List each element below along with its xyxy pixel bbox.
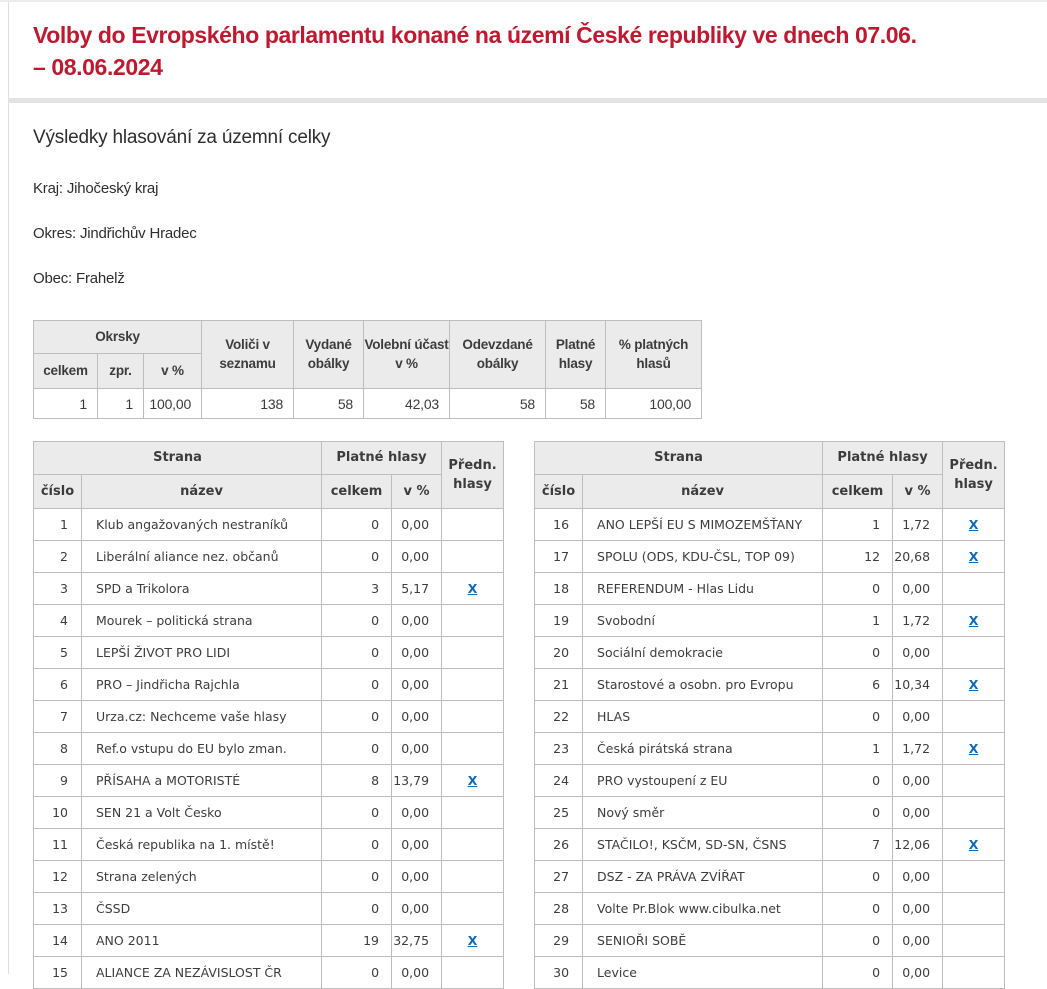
strana-header: Strana	[535, 442, 823, 475]
party-number: 24	[535, 765, 583, 797]
party-row	[535, 893, 1005, 925]
predn-hlasy-header: Předn. hlasy	[943, 442, 1005, 509]
party-name: Svobodní	[583, 605, 823, 637]
party-row	[535, 829, 1005, 861]
party-number: 8	[34, 733, 82, 765]
party-votes-total: 1	[823, 509, 893, 541]
pref-votes-link[interactable]: X	[968, 549, 979, 565]
party-number: 3	[34, 573, 82, 605]
party-votes-pct: 5,17	[392, 573, 442, 605]
party-votes-pct: 0,00	[893, 637, 943, 669]
party-tables-container	[33, 441, 1047, 989]
party-votes-pct: 0,00	[893, 957, 943, 989]
party-votes-pct: 0,00	[392, 829, 442, 861]
odevzdane-obalky-value: 58	[450, 389, 546, 419]
celkem-header: celkem	[823, 475, 893, 509]
party-row	[34, 509, 504, 541]
pref-votes-link[interactable]: X	[968, 677, 979, 693]
pref-votes-cell	[442, 605, 504, 637]
party-votes-pct: 1,72	[893, 733, 943, 765]
party-votes-total: 0	[322, 861, 392, 893]
party-number: 16	[535, 509, 583, 541]
party-name: Sociální demokracie	[583, 637, 823, 669]
pref-votes-link[interactable]: X	[968, 837, 979, 853]
party-votes-total: 0	[823, 925, 893, 957]
pref-votes-cell	[442, 861, 504, 893]
pref-votes-link[interactable]: X	[467, 933, 478, 949]
pref-votes-link[interactable]: X	[968, 613, 979, 629]
pref-votes-cell	[442, 957, 504, 989]
party-votes-total: 0	[322, 669, 392, 701]
party-votes-total: 0	[322, 541, 392, 573]
pref-votes-cell	[943, 637, 1005, 669]
party-row	[535, 541, 1005, 573]
party-number: 10	[34, 797, 82, 829]
obec-label: Obec:	[33, 270, 73, 288]
party-name: PRO – Jindřicha Rajchla	[82, 669, 322, 701]
platne-hlasy-value: 58	[546, 389, 606, 419]
volebni-ucast-header: Volební účast v %	[364, 321, 450, 389]
party-row	[535, 765, 1005, 797]
pct-platnych-header: % platných hlasů	[606, 321, 702, 389]
party-row	[535, 925, 1005, 957]
party-votes-total: 3	[322, 573, 392, 605]
party-row	[34, 541, 504, 573]
pref-votes-cell	[442, 669, 504, 701]
party-name: STAČILO!, KSČM, SD-SN, ČSNS	[583, 829, 823, 861]
party-votes-total: 12	[823, 541, 893, 573]
party-number: 30	[535, 957, 583, 989]
party-votes-pct: 0,00	[893, 701, 943, 733]
party-votes-pct: 0,00	[392, 541, 442, 573]
pref-votes-link[interactable]: X	[968, 517, 979, 533]
party-number: 2	[34, 541, 82, 573]
party-row	[535, 509, 1005, 541]
party-name: PRO vystoupení z EU	[583, 765, 823, 797]
party-votes-total: 0	[322, 957, 392, 989]
summary-table	[33, 320, 702, 419]
party-votes-total: 0	[322, 797, 392, 829]
party-name: HLAS	[583, 701, 823, 733]
party-votes-total: 1	[823, 605, 893, 637]
party-number: 12	[34, 861, 82, 893]
party-row	[34, 669, 504, 701]
pref-votes-cell	[943, 957, 1005, 989]
vpct-header: v %	[893, 475, 943, 509]
volici-header: Voliči v seznamu	[202, 321, 294, 389]
party-name: Liberální aliance nez. občanů	[82, 541, 322, 573]
party-votes-total: 1	[823, 733, 893, 765]
party-votes-total: 7	[823, 829, 893, 861]
party-name: Levice	[583, 957, 823, 989]
pref-votes-link[interactable]: X	[968, 741, 979, 757]
party-row	[34, 573, 504, 605]
okrsky-vpct-header: v %	[144, 354, 202, 389]
party-votes-total: 0	[823, 573, 893, 605]
party-number: 27	[535, 861, 583, 893]
party-votes-pct: 1,72	[893, 509, 943, 541]
party-votes-pct: 1,72	[893, 605, 943, 637]
party-row	[34, 957, 504, 989]
party-votes-total: 6	[823, 669, 893, 701]
party-number: 18	[535, 573, 583, 605]
party-name: Česká republika na 1. místě!	[82, 829, 322, 861]
party-votes-total: 0	[322, 829, 392, 861]
predn-hlasy-header: Předn. hlasy	[442, 442, 504, 509]
party-row	[34, 701, 504, 733]
okrsky-zpr-header: zpr.	[98, 354, 144, 389]
party-name: Česká pirátská strana	[583, 733, 823, 765]
strana-header: Strana	[34, 442, 322, 475]
party-row	[535, 637, 1005, 669]
party-number: 15	[34, 957, 82, 989]
party-votes-pct: 0,00	[392, 509, 442, 541]
pref-votes-cell	[442, 733, 504, 765]
odevzdane-obalky-header: Odevzdané obálky	[450, 321, 546, 389]
pct-platnych-value: 100,00	[606, 389, 702, 419]
party-row	[535, 669, 1005, 701]
obec-line	[33, 270, 1047, 287]
party-name: DSZ - ZA PRÁVA ZVÍŘAT	[583, 861, 823, 893]
party-name: SEN 21 a Volt Česko	[82, 797, 322, 829]
party-number: 13	[34, 893, 82, 925]
summary-row	[34, 389, 702, 419]
pref-votes-cell	[943, 829, 1005, 861]
party-votes-total: 0	[322, 701, 392, 733]
party-name: Ref.o vstupu do EU bylo zman.	[82, 733, 322, 765]
okres-value: Jindřichův Hradec	[79, 225, 197, 243]
obec-value: Frahelž	[76, 270, 125, 288]
pref-votes-cell	[442, 637, 504, 669]
platne-hlasy-group-header: Platné hlasy	[823, 442, 943, 475]
nazev-header: název	[82, 475, 322, 509]
party-votes-total: 0	[823, 893, 893, 925]
party-name: ALIANCE ZA NEZÁVISLOST ČR	[82, 957, 322, 989]
platne-hlasy-header: Platné hlasy	[546, 321, 606, 389]
party-votes-pct: 20,68	[893, 541, 943, 573]
party-row	[34, 893, 504, 925]
party-votes-pct: 13,79	[392, 765, 442, 797]
party-votes-pct: 0,00	[392, 957, 442, 989]
party-row	[34, 925, 504, 957]
party-votes-pct: 0,00	[392, 605, 442, 637]
party-number: 26	[535, 829, 583, 861]
party-votes-pct: 0,00	[392, 669, 442, 701]
nazev-header: název	[583, 475, 823, 509]
party-name: Strana zelených	[82, 861, 322, 893]
party-name: ANO LEPŠÍ EU S MIMOZEMŠŤANY	[583, 509, 823, 541]
party-row	[34, 637, 504, 669]
pref-votes-cell	[442, 797, 504, 829]
party-votes-pct: 0,00	[893, 765, 943, 797]
okrsky-celkem-header: celkem	[34, 354, 98, 389]
party-name: SENIOŘI SOBĚ	[583, 925, 823, 957]
party-votes-pct: 0,00	[392, 701, 442, 733]
party-number: 4	[34, 605, 82, 637]
vpct-header: v %	[392, 475, 442, 509]
party-votes-pct: 0,00	[392, 861, 442, 893]
party-name: LEPŠÍ ŽIVOT PRO LIDI	[82, 637, 322, 669]
party-votes-pct: 0,00	[893, 925, 943, 957]
party-row	[535, 701, 1005, 733]
pref-votes-cell	[943, 861, 1005, 893]
party-number: 9	[34, 765, 82, 797]
party-name: Mourek – politická strana	[82, 605, 322, 637]
pref-votes-cell	[442, 925, 504, 957]
cislo-header: číslo	[34, 475, 82, 509]
party-name: Nový směr	[583, 797, 823, 829]
party-votes-total: 0	[823, 637, 893, 669]
party-number: 17	[535, 541, 583, 573]
party-votes-total: 0	[823, 765, 893, 797]
pref-votes-cell	[442, 829, 504, 861]
party-votes-pct: 0,00	[392, 637, 442, 669]
pref-votes-cell	[943, 509, 1005, 541]
platne-hlasy-group-header: Platné hlasy	[322, 442, 442, 475]
party-votes-total: 0	[322, 509, 392, 541]
pref-votes-cell	[442, 509, 504, 541]
party-row	[535, 957, 1005, 989]
party-number: 21	[535, 669, 583, 701]
pref-votes-cell	[943, 605, 1005, 637]
pref-votes-cell	[442, 765, 504, 797]
section-heading: Výsledky hlasování za územní celky	[33, 127, 331, 149]
okrsky-zpr-value: 1	[98, 389, 144, 419]
party-row	[535, 573, 1005, 605]
party-votes-pct: 12,06	[893, 829, 943, 861]
party-number: 14	[34, 925, 82, 957]
party-name: ANO 2011	[82, 925, 322, 957]
party-name: PŘÍSAHA a MOTORISTÉ	[82, 765, 322, 797]
pref-votes-cell	[943, 541, 1005, 573]
party-name: REFERENDUM - Hlas Lidu	[583, 573, 823, 605]
kraj-value: Jihočeský kraj	[66, 180, 159, 198]
vydane-obalky-header: Vydané obálky	[294, 321, 364, 389]
okrsky-celkem-value: 1	[34, 389, 98, 419]
party-votes-total: 0	[823, 861, 893, 893]
party-number: 29	[535, 925, 583, 957]
party-table-right	[534, 441, 1005, 989]
party-row	[34, 605, 504, 637]
party-name: Klub angažovaných nestraníků	[82, 509, 322, 541]
pref-votes-cell	[943, 701, 1005, 733]
volebni-ucast-value: 42,03	[364, 389, 450, 419]
party-votes-pct: 0,00	[893, 893, 943, 925]
party-name: SPOLU (ODS, KDU-ČSL, TOP 09)	[583, 541, 823, 573]
party-number: 20	[535, 637, 583, 669]
party-number: 25	[535, 797, 583, 829]
party-number: 19	[535, 605, 583, 637]
party-number: 5	[34, 637, 82, 669]
pref-votes-cell	[943, 573, 1005, 605]
party-votes-pct: 0,00	[893, 797, 943, 829]
party-number: 1	[34, 509, 82, 541]
pref-votes-cell	[943, 893, 1005, 925]
party-votes-total: 0	[823, 797, 893, 829]
party-row	[535, 733, 1005, 765]
party-row	[535, 605, 1005, 637]
pref-votes-cell	[943, 765, 1005, 797]
pref-votes-cell	[943, 797, 1005, 829]
party-votes-total: 0	[322, 605, 392, 637]
party-votes-total: 0	[322, 893, 392, 925]
party-row	[34, 861, 504, 893]
party-votes-pct: 0,00	[392, 797, 442, 829]
party-votes-pct: 32,75	[392, 925, 442, 957]
party-number: 28	[535, 893, 583, 925]
party-row	[34, 733, 504, 765]
party-number: 23	[535, 733, 583, 765]
page-title: Volby do Evropského parlamentu konané na území České republiky ve dnech 07.06. – 08.06.2024	[33, 22, 917, 80]
party-votes-total: 0	[823, 957, 893, 989]
okrsky-vpct-value: 100,00	[144, 389, 202, 419]
party-number: 6	[34, 669, 82, 701]
pref-votes-link[interactable]: X	[467, 581, 478, 597]
party-name: Starostové a osobn. pro Evropu	[583, 669, 823, 701]
party-name: SPD a Trikolora	[82, 573, 322, 605]
party-row	[535, 797, 1005, 829]
party-table-left	[33, 441, 504, 989]
party-number: 22	[535, 701, 583, 733]
party-name: ČSSD	[82, 893, 322, 925]
header-divider	[8, 98, 1047, 103]
party-votes-total: 8	[322, 765, 392, 797]
party-row	[535, 861, 1005, 893]
okres-line	[33, 225, 1047, 242]
okrsky-group-header: Okrsky	[34, 321, 202, 354]
party-votes-pct: 0,00	[893, 573, 943, 605]
pref-votes-cell	[442, 701, 504, 733]
pref-votes-cell	[442, 541, 504, 573]
party-votes-pct: 0,00	[392, 893, 442, 925]
pref-votes-cell	[943, 669, 1005, 701]
party-name: Volte Pr.Blok www.cibulka.net	[583, 893, 823, 925]
pref-votes-cell	[442, 573, 504, 605]
party-row	[34, 797, 504, 829]
party-number: 11	[34, 829, 82, 861]
party-name: Urza.cz: Nechceme vaše hlasy	[82, 701, 322, 733]
okres-label: Okres:	[33, 225, 76, 243]
party-votes-pct: 10,34	[893, 669, 943, 701]
kraj-label: Kraj:	[33, 180, 63, 198]
party-votes-pct: 0,00	[392, 733, 442, 765]
party-votes-total: 0	[322, 733, 392, 765]
pref-votes-cell	[943, 733, 1005, 765]
party-votes-total: 0	[823, 701, 893, 733]
party-votes-total: 19	[322, 925, 392, 957]
vydane-obalky-value: 58	[294, 389, 364, 419]
party-row	[34, 765, 504, 797]
cislo-header: číslo	[535, 475, 583, 509]
pref-votes-cell	[943, 925, 1005, 957]
party-number: 7	[34, 701, 82, 733]
party-votes-pct: 0,00	[893, 861, 943, 893]
pref-votes-link[interactable]: X	[467, 773, 478, 789]
celkem-header: celkem	[322, 475, 392, 509]
party-votes-total: 0	[322, 637, 392, 669]
volici-value: 138	[202, 389, 294, 419]
pref-votes-cell	[442, 893, 504, 925]
kraj-line	[33, 180, 1047, 197]
party-row	[34, 829, 504, 861]
